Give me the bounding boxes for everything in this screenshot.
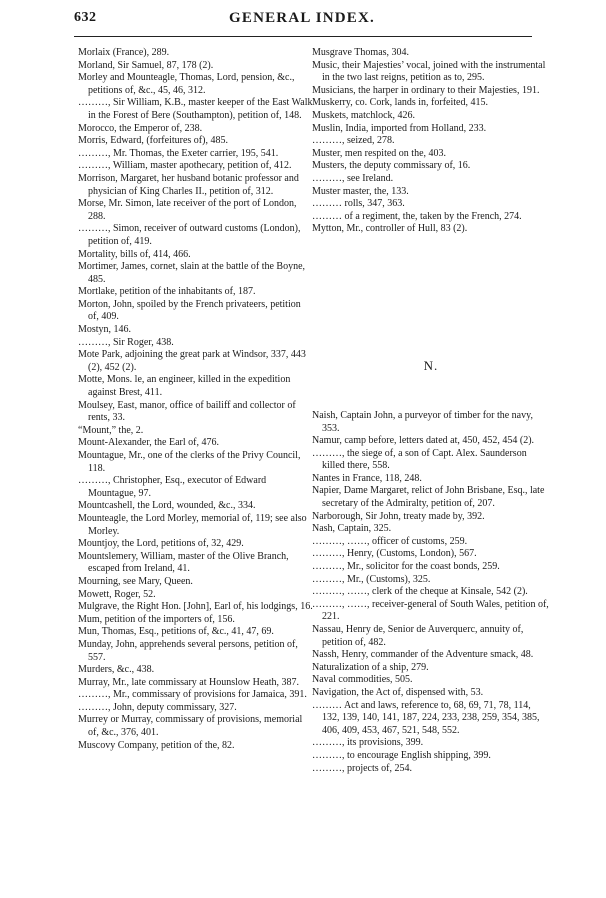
index-entry: Moulsey, East, manor, office of bailiff and collector of rents, 33.: [78, 399, 296, 424]
index-entry: ……… rolls, 347, 363.: [312, 198, 405, 210]
index-entry: ………, to encourage English shipping, 399.: [312, 749, 491, 761]
index-entry: Mountjoy, the Lord, petitions of, 32, 429.: [78, 538, 244, 550]
index-entry: Muster master, the, 133.: [312, 185, 409, 197]
index-entry: Morris, Edward, (forfeitures of), 485.: [78, 135, 228, 147]
index-entry: Mounteagle, the Lord Morley, memorial of, 119; see also Morley.: [78, 512, 307, 537]
index-entry: ………, Simon, receiver of outward customs (London), petition of, 419.: [78, 223, 301, 247]
index-entry: Morse, Mr. Simon, late receiver of the port of London, 288.: [78, 198, 297, 222]
index-entry: Namur, camp before, letters dated at, 450, 452, 454 (2).: [312, 435, 535, 447]
index-entry: Musgrave Thomas, 304.: [312, 47, 410, 58]
index-entry: ……… Act and laws, reference to, 68, 69, 71, 78, 114, 132, 139, 140, 141, 187, 224, 233, 238, 259, 354, 385, 406, 409, 453, 467, 521, 548, 552.: [312, 699, 540, 736]
index-entry: Mountslemery, William, master of the Olive Branch, escaped from Ireland, 41.: [78, 550, 289, 575]
page-number: 632: [74, 10, 97, 25]
index-entry: ………, Sir William, K.B., master keeper of the East Walk in the Forest of Bere (Southampton), petition of, 148.: [78, 97, 313, 121]
page-title: GENERAL INDEX.: [229, 10, 375, 26]
index-entry: ………, its provisions, 399.: [312, 737, 424, 749]
index-entry: Mulgrave, the Right Hon. [John], Earl of, his lodgings, 16.: [78, 601, 313, 613]
index-entry: Morlaix (France), 289.: [78, 47, 170, 58]
index-entry: Muscovy Company, petition of the, 82.: [78, 739, 235, 751]
index-entry: ………, ……, officer of customs, 259.: [312, 535, 468, 547]
index-entry: ………, see Ireland.: [312, 172, 394, 184]
index-entry: Naval commodities, 505.: [312, 674, 413, 686]
index-entry: ………, Mr., (Customs), 325.: [312, 573, 431, 585]
index-entry: Morley and Mounteagle, Thomas, Lord, pension, &c., petitions of, &c., 45, 46, 312.: [78, 72, 295, 96]
index-entry: Music, their Majesties’ vocal, joined with the instrumental in the two last reigns, petition as to, 295.: [312, 59, 546, 84]
index-entry: ………, Mr. Thomas, the Exeter carrier, 195, 541.: [78, 147, 279, 159]
index-entry: Mountcashell, the Lord, wounded, &c., 334.: [78, 500, 256, 512]
index-entry: ………, William, master apothecary, petition of, 412.: [78, 160, 292, 172]
index-entry: Mowett, Roger, 52.: [78, 588, 156, 600]
section-letter: N.: [423, 357, 439, 373]
index-entry: ………, ……, receiver-general of South Wales, petition of, 221.: [312, 598, 549, 623]
index-entry: Morland, Sir Samuel, 87, 178 (2).: [78, 59, 214, 71]
index-entry: ………, the siege of, a son of Capt. Alex. Saunderson killed there, 558.: [312, 447, 527, 472]
index-entry: Morrison, Margaret, her husband botanic professor and physician of King Charles II., petition of, 312.: [78, 172, 299, 197]
index-entry: Mortimer, James, cornet, slain at the battle of the Boyne, 485.: [78, 261, 306, 285]
index-entry: Muslin, India, imported from Holland, 233.: [312, 122, 487, 134]
index-entry: Morton, John, spoiled by the French privateers, petition of, 409.: [78, 298, 301, 323]
index-entry: Mytton, Mr., controller of Hull, 83 (2).: [312, 223, 468, 235]
index-entry: Nassh, Henry, commander of the Adventure smack, 48.: [312, 649, 534, 661]
index-entry: Mortlake, petition of the inhabitants of, 187.: [78, 286, 256, 298]
index-entry: Narborough, Sir John, treaty made by, 392.: [312, 510, 485, 522]
index-entry: Murders, &c., 438.: [78, 664, 155, 676]
index-entry: Mourning, see Mary, Queen.: [78, 575, 193, 587]
index-entry: Musicians, the harper in ordinary to their Majesties, 191.: [312, 84, 540, 96]
index-entry: Mortality, bills of, 414, 466.: [78, 248, 191, 260]
index-entry: Navigation, the Act of, dispensed with, 53.: [312, 686, 484, 698]
index-entry: Naish, Captain John, a purveyor of timber for the navy, 353.: [312, 409, 533, 434]
index-entry: ………, ……, clerk of the cheque at Kinsale, 542 (2).: [312, 586, 528, 598]
left-column: [78, 47, 314, 752]
index-entry: Napier, Dame Margaret, relict of John Brisbane, Esq., late secretary of the Admiralty, petition of, 207.: [312, 485, 545, 510]
index-entry: ………, Christopher, Esq., executor of Edward Mountague, 97.: [78, 475, 267, 499]
index-entry: Musters, the deputy commissary of, 16.: [312, 160, 471, 172]
index-entry: ………, seized, 278.: [312, 135, 395, 147]
index-entry: Nassau, Henry de, Senior de Auverquerc, annuity of, petition of, 482.: [312, 624, 524, 648]
index-entry: Murray, Mr., late commissary at Hounslow Heath, 387.: [78, 676, 299, 688]
index-entry: Mountague, Mr., one of the clerks of the Privy Council, 118.: [78, 450, 301, 474]
index-entry: ………, Mr., commissary of provisions for Jamaica, 391.: [78, 689, 307, 701]
index-entry: Muskerry, co. Cork, lands in, forfeited, 415.: [312, 97, 488, 109]
index-entry: Nash, Captain, 325.: [312, 523, 392, 535]
index-entry: ………, Henry, (Customs, London), 567.: [312, 548, 477, 560]
section-gap-after: [312, 374, 550, 410]
index-entry: “Mount,” the, 2.: [78, 424, 144, 436]
index-entry: Mun, Thomas, Esq., petitions of, &c., 41, 47, 69.: [78, 626, 274, 638]
index-entry: Naturalization of a ship, 279.: [312, 661, 429, 673]
index-entry: ……… of a regiment, the, taken by the French, 274.: [312, 210, 522, 222]
index-entry: Muster, men respited on the, 403.: [312, 147, 447, 159]
index-entry: Mote Park, adjoining the great park at Windsor, 337, 443 (2), 452 (2).: [78, 349, 306, 373]
right-column-n-entries: [312, 410, 550, 775]
index-entry: Munday, John, apprehends several persons, petition of, 557.: [78, 638, 298, 663]
index-entry: Mum, petition of the importers of, 156.: [78, 613, 235, 625]
index-entry: ………, Sir Roger, 438.: [78, 336, 174, 348]
right-column: [312, 47, 550, 775]
index-entry: Mount-Alexander, the Earl of, 476.: [78, 437, 219, 449]
index-entry: Murrey or Murray, commissary of provisions, memorial of, &c., 376, 401.: [78, 714, 303, 739]
header-rule: [74, 36, 532, 37]
right-column-m-entries: [312, 47, 550, 236]
index-entry: Morocco, the Emperor of, 238.: [78, 122, 203, 134]
section-gap: [312, 236, 550, 358]
index-entry: ………, projects of, 254.: [312, 762, 412, 774]
index-entry: ………, Mr., solicitor for the coast bonds, 259.: [312, 561, 500, 573]
index-entry: Nantes in France, 118, 248.: [312, 472, 422, 484]
index-entry: ………, John, deputy commissary, 327.: [78, 701, 237, 713]
index-entry: Motte, Mons. le, an engineer, killed in the expedition against Brest, 411.: [78, 374, 291, 399]
index-entry: Muskets, matchlock, 426.: [312, 109, 416, 121]
page-header: [74, 10, 530, 36]
index-entry: Mostyn, 146.: [78, 324, 132, 336]
